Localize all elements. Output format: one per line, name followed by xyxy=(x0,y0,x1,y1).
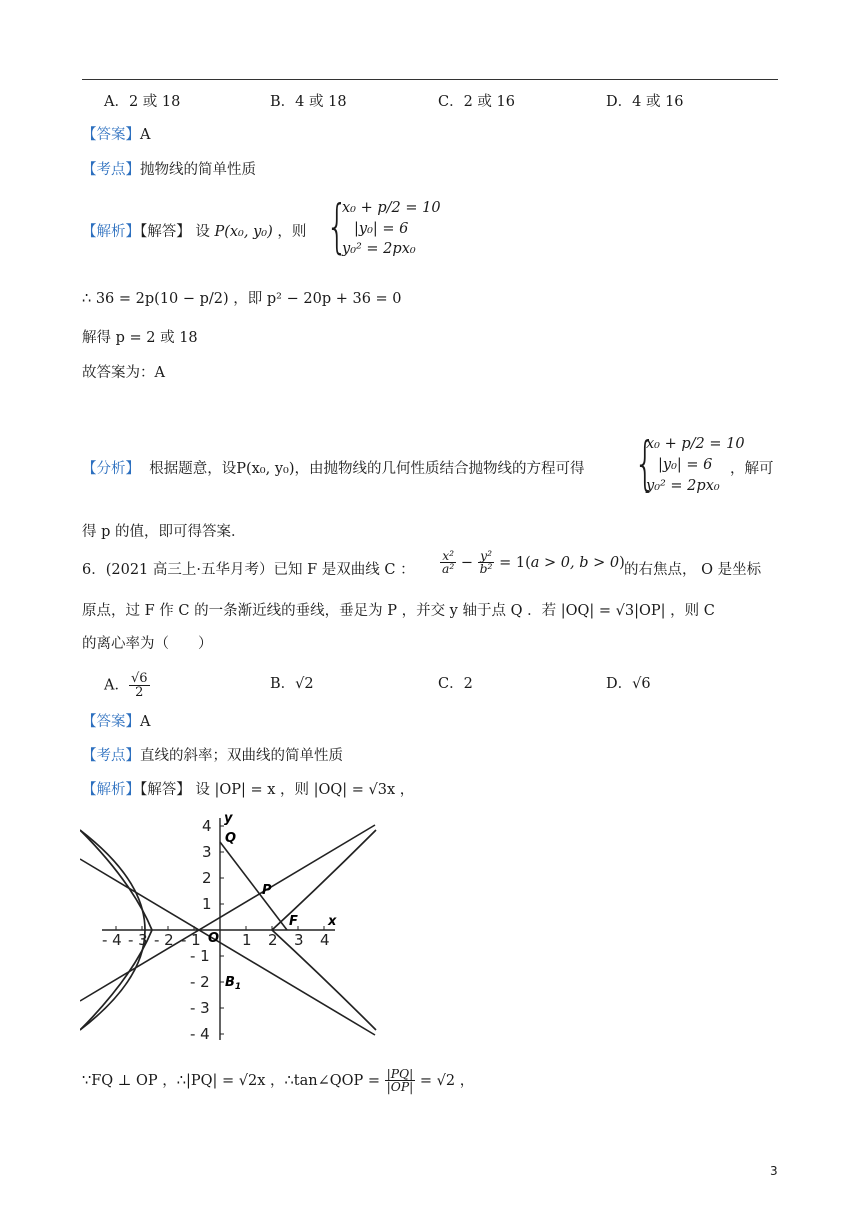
fenxi-text: 根据题意，设P(x₀, y₀)，由抛物线的几何性质结合抛物线的方程可得 xyxy=(149,461,585,477)
q5-topic xyxy=(82,158,256,179)
q5-line4: 故答案为：A xyxy=(82,365,165,381)
topic-tag: 【考点】 xyxy=(82,162,140,178)
frac-y2-b2: $\frac{\text{y²}}{\text{b²}}$ xyxy=(479,549,493,577)
topic-tag: 【考点】 xyxy=(82,748,140,764)
header-rule xyxy=(82,79,778,80)
q6-hyperbola-equation: $\frac{\text{x²}}{\text{a²}}$ − $\frac{\text{y²}}{\text{b²}}$ = 1(a > 0, b > 0) xyxy=(442,549,625,577)
fenxi-equation-system xyxy=(634,430,744,502)
line1-then: ，则 xyxy=(277,224,307,240)
topic-value: 直线的斜率；双曲线的简单性质 xyxy=(140,748,343,764)
line1-p: P(x₀, y₀) xyxy=(214,224,273,240)
x-tick-label: - 3 xyxy=(128,931,148,949)
frac-sqrt6-over-2: $\frac{√6}{2}$ xyxy=(130,671,148,700)
frac-x2-a2: $\frac{\text{x²}}{\text{a²}}$ xyxy=(442,549,455,577)
q5-equation-system xyxy=(326,193,446,265)
q6-option-a-label: A． xyxy=(104,677,129,694)
line-qf xyxy=(220,842,287,930)
y-tick-label: 2 xyxy=(202,869,212,887)
q5-option-c: C．2 或 16 xyxy=(438,94,515,110)
line1-pre: 设 xyxy=(195,224,210,240)
fenxi-line2: 得 p 的值，即可得答案． xyxy=(82,524,246,540)
sys-eq-3: y₀² = 2px₀ xyxy=(342,241,416,257)
label-p: P xyxy=(262,883,272,898)
q6-topic xyxy=(82,744,343,765)
y-tick-label: - 4 xyxy=(190,1025,210,1043)
fenxi-tail: ，解可 xyxy=(730,461,774,477)
q5-analysis-line1 xyxy=(82,220,306,241)
q5-option-a: A．2 或 18 xyxy=(104,94,181,110)
page-number: 3 xyxy=(770,1164,778,1178)
q6-option-d: D．√6 xyxy=(606,676,651,692)
q6-answer xyxy=(82,710,150,731)
answer-tag: 【答案】 xyxy=(82,127,140,143)
label-f: F xyxy=(289,914,298,929)
sys-eq-2: |y₀| = 6 xyxy=(658,457,713,473)
q6-analysis-line1 xyxy=(82,778,414,799)
y-tick-label: 4 xyxy=(202,817,212,835)
asymptote-1 xyxy=(80,859,375,1035)
topic-value: 抛物线的简单性质 xyxy=(140,162,256,178)
q5-line2: ∴ 36 = 2p(10 − p/2) ，即 p² − 20p + 36 = 0 xyxy=(82,291,402,307)
x-tick-label: - 2 xyxy=(154,931,174,949)
sys-eq-2: |y₀| = 6 xyxy=(354,221,409,237)
solve-tag: 【解答】 xyxy=(140,224,191,240)
q6-option-a xyxy=(104,672,150,699)
brace-icon: { xyxy=(634,429,657,497)
q5-answer xyxy=(82,123,150,144)
analysis-tag: 【解析】 xyxy=(82,224,140,240)
q5-fenxi xyxy=(82,457,585,478)
frac-pq-op: $\frac{|PQ|}{|OP|}$ xyxy=(386,1067,414,1095)
q6-stem-line1 xyxy=(82,558,415,579)
q5-line3: 解得 p = 2 或 18 xyxy=(82,330,198,346)
x-tick-label: - 1 xyxy=(181,931,201,949)
label-x: x xyxy=(328,914,337,929)
answer-value: A xyxy=(140,714,151,730)
x-tick-label: 3 xyxy=(294,931,304,949)
q6-option-b: B．√2 xyxy=(270,676,314,692)
y-tick-label: - 2 xyxy=(190,973,210,991)
q5-option-b: B．4 或 18 xyxy=(270,94,347,110)
q6-stem-line2: 原点，过 F 作 C 的一条渐近线的垂线，垂足为 P ，并交 y 轴于点 Q ．若 |OQ| = √3|OP| ，则 C xyxy=(82,603,715,619)
fenxi-tag: 【分析】 xyxy=(82,461,140,477)
x-tick-label: 4 xyxy=(320,931,330,949)
q6-option-c: C．2 xyxy=(438,676,473,692)
hyperbola-figure xyxy=(80,812,378,1044)
sys-eq-1: x₀ + p/2 = 10 xyxy=(342,200,441,216)
y-tick-label: - 1 xyxy=(190,947,210,965)
sys-eq-1: x₀ + p/2 = 10 xyxy=(646,436,745,452)
sys-eq-3: y₀² = 2px₀ xyxy=(646,478,720,494)
q6-stem-1: 6．(2021 高三上·五华月考）已知 F 是双曲线 C ： xyxy=(82,562,415,578)
label-o: O xyxy=(208,931,220,946)
analysis-tag: 【解析】 xyxy=(82,782,140,798)
answer-value: A xyxy=(140,127,151,143)
y-tick-label: 3 xyxy=(202,843,212,861)
label-q: Q xyxy=(225,831,237,846)
label-b1: $B_1$ xyxy=(225,975,242,992)
q6-last-line xyxy=(82,1068,474,1094)
brace-icon: { xyxy=(326,192,349,260)
last-line-b: = √2 ， xyxy=(419,1072,475,1089)
last-line-a: ∵FQ ⊥ OP ，∴|PQ| = √2x ，∴tan∠QOP = xyxy=(82,1072,381,1089)
y-tick-label: - 3 xyxy=(190,999,210,1017)
y-tick-label: 1 xyxy=(202,895,212,913)
analysis-line1-text: 设 |OP| = x ，则 |OQ| = √3x ， xyxy=(195,782,415,798)
solve-tag: 【解答】 xyxy=(140,782,191,798)
x-tick-label: 1 xyxy=(242,931,252,949)
q6-stem-1b: 的右焦点， O 是坐标 xyxy=(624,562,762,578)
q5-option-d: D．4 或 16 xyxy=(606,94,684,110)
answer-tag: 【答案】 xyxy=(82,714,140,730)
x-tick-label: 2 xyxy=(268,931,278,949)
q6-stem-line3: 的离心率为（ ） xyxy=(82,636,213,652)
label-y: y xyxy=(224,812,233,826)
x-tick-label: - 4 xyxy=(102,931,122,949)
